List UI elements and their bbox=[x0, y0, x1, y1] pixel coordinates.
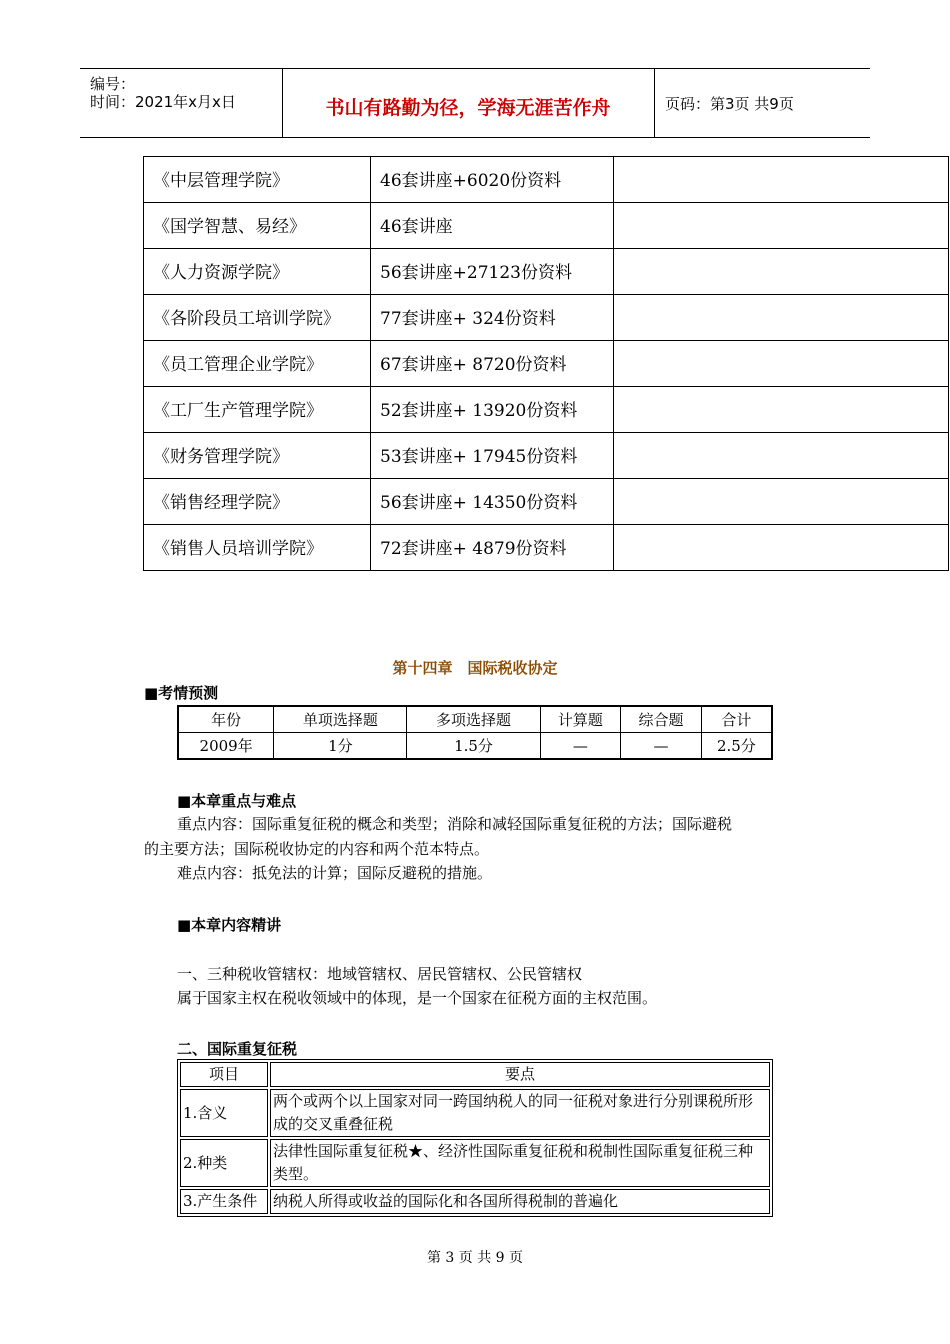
table-row bbox=[178, 733, 772, 760]
empty-cell bbox=[614, 203, 949, 249]
content-heading: ■本章内容精讲 bbox=[177, 916, 282, 934]
column-header: 要点 bbox=[270, 1062, 770, 1087]
table-header-row bbox=[178, 706, 772, 733]
focus-line-2: 的主要方法；国际税收协定的内容和两个范本特点。 bbox=[144, 840, 490, 858]
column-header: 综合题 bbox=[621, 706, 702, 733]
course-desc: 67套讲座+ 8720份资料 bbox=[371, 341, 614, 387]
table-row bbox=[144, 387, 949, 433]
course-desc: 46套讲座+6020份资料 bbox=[371, 157, 614, 203]
page-indicator: 页码：第3页 共9页 bbox=[665, 95, 794, 113]
page-header bbox=[80, 68, 870, 138]
course-desc: 52套讲座+ 13920份资料 bbox=[371, 387, 614, 433]
course-name: 《国学智慧、易经》 bbox=[144, 203, 371, 249]
table-cell: 1.5分 bbox=[407, 733, 540, 760]
table-cell: 1分 bbox=[274, 733, 407, 760]
empty-cell bbox=[614, 387, 949, 433]
section-1-body: 属于国家主权在税收领域中的体现，是一个国家在征税方面的主权范围。 bbox=[177, 989, 658, 1007]
course-name: 《工厂生产管理学院》 bbox=[144, 387, 371, 433]
empty-cell bbox=[614, 249, 949, 295]
point-cell: 两个或两个以上国家对同一跨国纳税人的同一征税对象进行分别课税所形成的交叉重叠征税 bbox=[270, 1089, 770, 1137]
point-cell: 法律性国际重复征税★、经济性国际重复征税和税制性国际重复征税三种类型。 bbox=[270, 1139, 770, 1187]
column-header: 年份 bbox=[178, 706, 274, 733]
focus-line-1: 重点内容：国际重复征税的概念和类型；消除和减轻国际重复征税的方法；国际避税 bbox=[177, 815, 733, 833]
course-name: 《各阶段员工培训学院》 bbox=[144, 295, 371, 341]
item-cell: 3.产生条件 bbox=[180, 1189, 268, 1214]
document-time-label: 时间：2021年x月x日 bbox=[90, 93, 236, 111]
empty-cell bbox=[614, 341, 949, 387]
empty-cell bbox=[614, 295, 949, 341]
motto: 书山有路勤为径，学海无涯苦作舟 bbox=[325, 97, 611, 119]
course-name: 《员工管理企业学院》 bbox=[144, 341, 371, 387]
section-2-title: 二、国际重复征税 bbox=[177, 1040, 298, 1058]
column-header: 项目 bbox=[180, 1062, 268, 1087]
header-page-cell bbox=[655, 69, 870, 137]
key-points-heading: ■本章重点与难点 bbox=[177, 792, 297, 810]
item-cell: 2.种类 bbox=[180, 1139, 268, 1187]
course-name: 《中层管理学院》 bbox=[144, 157, 371, 203]
course-name: 《财务管理学院》 bbox=[144, 433, 371, 479]
table-cell: 2.5分 bbox=[701, 733, 772, 760]
page-footer: 第 3 页 共 9 页 bbox=[426, 1250, 524, 1266]
table-cell: 2009年 bbox=[178, 733, 274, 760]
course-name: 《销售经理学院》 bbox=[144, 479, 371, 525]
course-desc: 56套讲座+ 14350份资料 bbox=[371, 479, 614, 525]
empty-cell bbox=[614, 157, 949, 203]
header-info-cell bbox=[80, 69, 283, 137]
table-row bbox=[144, 157, 949, 203]
empty-cell bbox=[614, 479, 949, 525]
table-row bbox=[144, 525, 949, 571]
table-row bbox=[144, 341, 949, 387]
course-desc: 56套讲座+27123份资料 bbox=[371, 249, 614, 295]
course-name: 《人力资源学院》 bbox=[144, 249, 371, 295]
chapter-title: 第十四章 国际税收协定 bbox=[392, 659, 558, 677]
section-1-title: 一、三种税收管辖权：地域管辖权、居民管辖权、公民管辖权 bbox=[177, 965, 583, 983]
document-number-label: 编号： bbox=[90, 75, 136, 93]
table-row bbox=[144, 203, 949, 249]
difficulty-line: 难点内容：抵免法的计算；国际反避税的措施。 bbox=[177, 864, 493, 882]
empty-cell bbox=[614, 433, 949, 479]
empty-cell bbox=[614, 525, 949, 571]
point-cell: 纳税人所得或收益的国际化和各国所得税制的普遍化 bbox=[270, 1189, 770, 1214]
course-table bbox=[143, 156, 949, 571]
table-row bbox=[144, 295, 949, 341]
column-header: 合计 bbox=[701, 706, 772, 733]
table-row bbox=[144, 479, 949, 525]
course-desc: 72套讲座+ 4879份资料 bbox=[371, 525, 614, 571]
item-cell: 1.含义 bbox=[180, 1089, 268, 1137]
table-row bbox=[144, 433, 949, 479]
double-taxation-table bbox=[177, 1059, 773, 1217]
table-row bbox=[180, 1189, 770, 1214]
table-cell: — bbox=[540, 733, 621, 760]
table-row bbox=[180, 1139, 770, 1187]
column-header: 单项选择题 bbox=[274, 706, 407, 733]
column-header: 多项选择题 bbox=[407, 706, 540, 733]
course-desc: 53套讲座+ 17945份资料 bbox=[371, 433, 614, 479]
course-desc: 46套讲座 bbox=[371, 203, 614, 249]
table-row bbox=[144, 249, 949, 295]
header-motto-cell bbox=[282, 69, 655, 137]
table-row bbox=[180, 1089, 770, 1137]
column-header: 计算题 bbox=[540, 706, 621, 733]
table-cell: — bbox=[621, 733, 702, 760]
course-desc: 77套讲座+ 324份资料 bbox=[371, 295, 614, 341]
exam-forecast-heading: ■考情预测 bbox=[144, 684, 219, 702]
course-name: 《销售人员培训学院》 bbox=[144, 525, 371, 571]
exam-score-table bbox=[177, 705, 773, 760]
table-header-row bbox=[180, 1062, 770, 1087]
